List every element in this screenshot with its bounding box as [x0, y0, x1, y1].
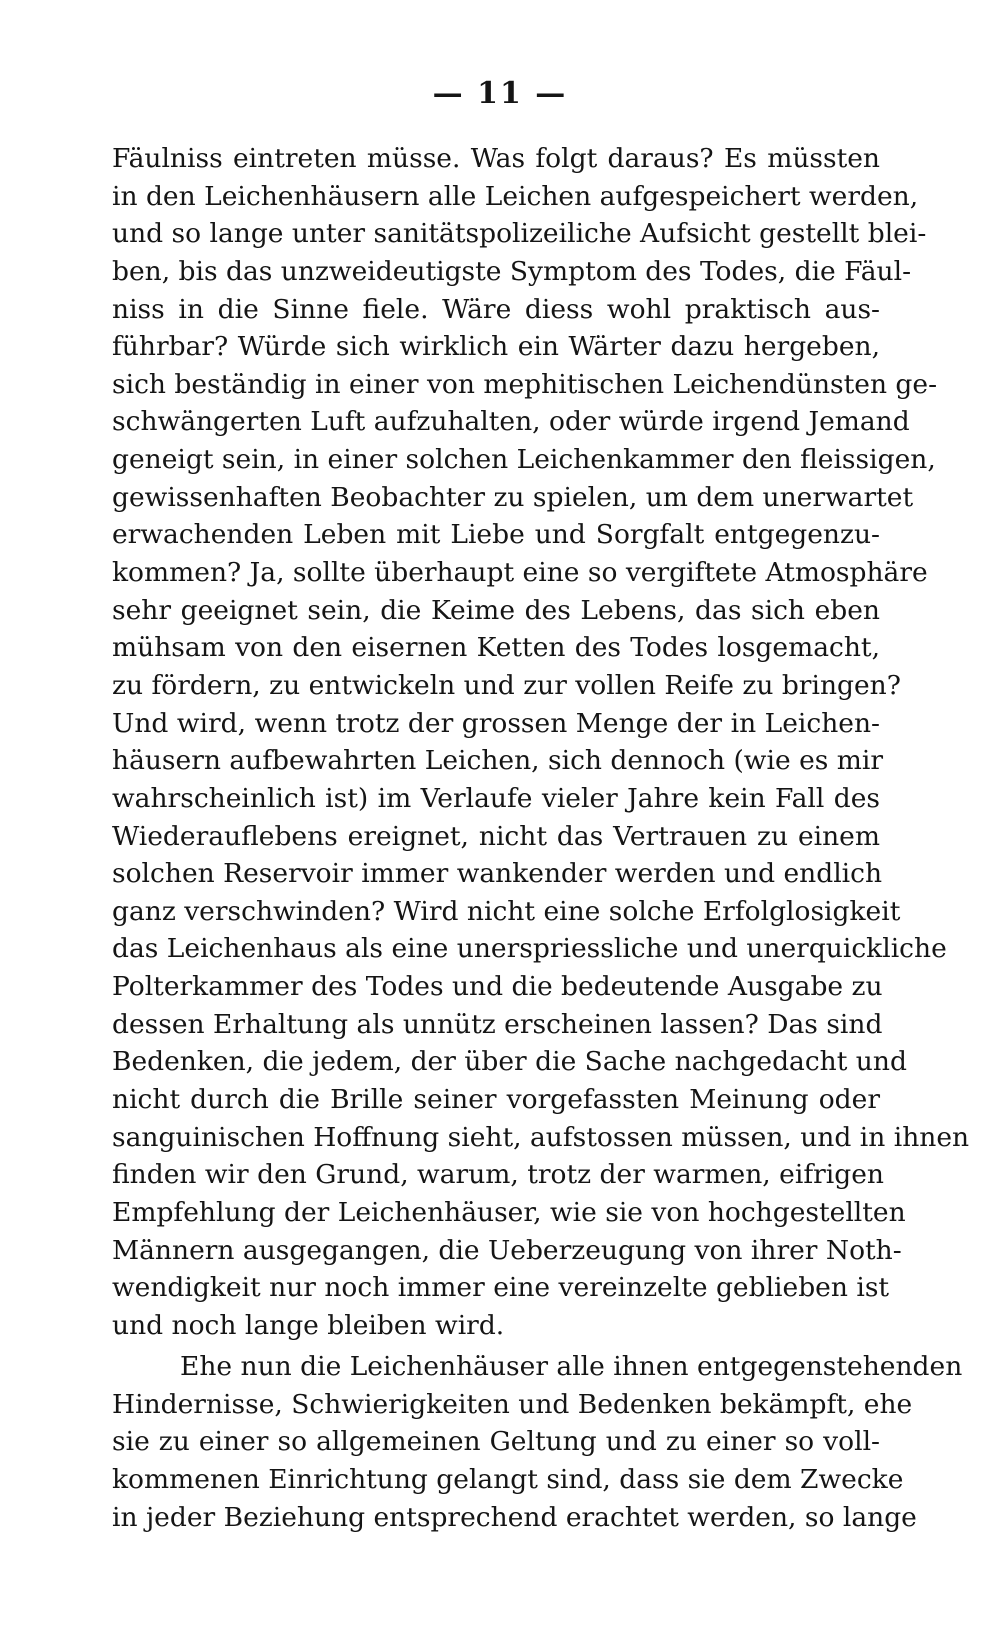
text-line: und noch lange bleiben wird. — [112, 1309, 505, 1341]
text-line: Ehe nun die Leichenhäuser alle ihnen entgegenstehenden — [180, 1351, 963, 1382]
text-line: erwachenden Leben mit Liebe und Sorgfalt entgegenzu- — [112, 519, 880, 551]
text-line: solchen Reservoir immer wankender werden und endlich — [112, 858, 883, 890]
text-line: wendigkeit nur noch immer eine vereinzelte geblieben ist — [112, 1272, 890, 1304]
text-line: zu fördern, zu entwickeln und zur vollen Reife zu bringen? — [112, 669, 901, 701]
text-line: ben, bis das unzweideutigste Symptom des Todes, die Fäul- — [112, 255, 912, 287]
text-line: Polterkammer des Todes und die bedeutende Ausgabe zu — [112, 971, 883, 1003]
text-line: gewissenhaften Beobachter zu spielen, um dem unerwartet — [112, 481, 914, 513]
text-line: in jeder Beziehung entsprechend erachtet werden, so lange — [112, 1501, 917, 1533]
text-line: und so lange unter sanitätspolizeiliche Aufsicht gestellt blei- — [112, 218, 927, 250]
text-line: geneigt sein, in einer solchen Leichenkammer den fleissigen, — [112, 444, 936, 476]
text-line: kommenen Einrichtung gelangt sind, dass sie dem Zwecke — [112, 1463, 904, 1495]
text-line: sehr geeignet sein, die Keime des Lebens, das sich eben — [112, 594, 880, 626]
text-line: Und wird, wenn trotz der grossen Menge der in Leichen- — [112, 707, 880, 739]
page-number-header: — 11 — — [432, 76, 568, 111]
text-line: niss in die Sinne fiele. Wäre diess wohl praktisch aus- — [112, 293, 880, 325]
text-line: Fäulniss eintreten müsse. Was folgt daraus? Es müssten — [112, 143, 880, 174]
text-line: dessen Erhaltung als unnütz erscheinen lassen? Das sind — [112, 1008, 883, 1040]
text-line: sie zu einer so allgemeinen Geltung und zu einer so voll- — [112, 1426, 880, 1458]
text-line: schwängerten Luft aufzuhalten, oder würde irgend Jemand — [112, 406, 910, 438]
text-line: Männern ausgegangen, die Ueberzeugung von ihrer Noth- — [112, 1234, 902, 1266]
text-line: führbar? Würde sich wirklich ein Wärter dazu hergeben, — [112, 331, 880, 363]
text-line: finden wir den Grund, warum, trotz der warmen, eifrigen — [112, 1159, 884, 1191]
text-line: in den Leichenhäusern alle Leichen aufgespeichert werden, — [112, 180, 919, 212]
paragraph-1 — [112, 140, 970, 1345]
paragraph-2 — [112, 1348, 963, 1536]
text-line: sich beständig in einer von mephitischen Leichendünsten ge- — [112, 368, 938, 400]
text-line: häusern aufbewahrten Leichen, sich dennoch (wie es mir — [112, 745, 884, 777]
text-line: wahrscheinlich ist) im Verlaufe vieler Jahre kein Fall des — [112, 782, 880, 814]
text-line: mühsam von den eisernen Ketten des Todes losgemacht, — [112, 632, 880, 664]
text-line: Wiederauflebens ereignet, nicht das Vertrauen zu einem — [112, 820, 880, 852]
text-line: ganz verschwinden? Wird nicht eine solche Erfolglosigkeit — [112, 895, 901, 927]
text-line: nicht durch die Brille seiner vorgefassten Meinung oder — [112, 1084, 880, 1116]
text-line: Bedenken, die jedem, der über die Sache nachgedacht und — [112, 1046, 907, 1078]
text-line: sanguinischen Hoffnung sieht, aufstossen müssen, und in ihnen — [112, 1121, 970, 1153]
text-line: das Leichenhaus als eine unerspriessliche und unerquickliche — [112, 933, 947, 965]
text-line: Hindernisse, Schwierigkeiten und Bedenken bekämpft, ehe — [112, 1388, 913, 1420]
text-line: Empfehlung der Leichenhäuser, wie sie von hochgestellten — [112, 1196, 906, 1228]
text-line: kommen? Ja, sollte überhaupt eine so vergiftete Atmosphäre — [112, 557, 928, 589]
